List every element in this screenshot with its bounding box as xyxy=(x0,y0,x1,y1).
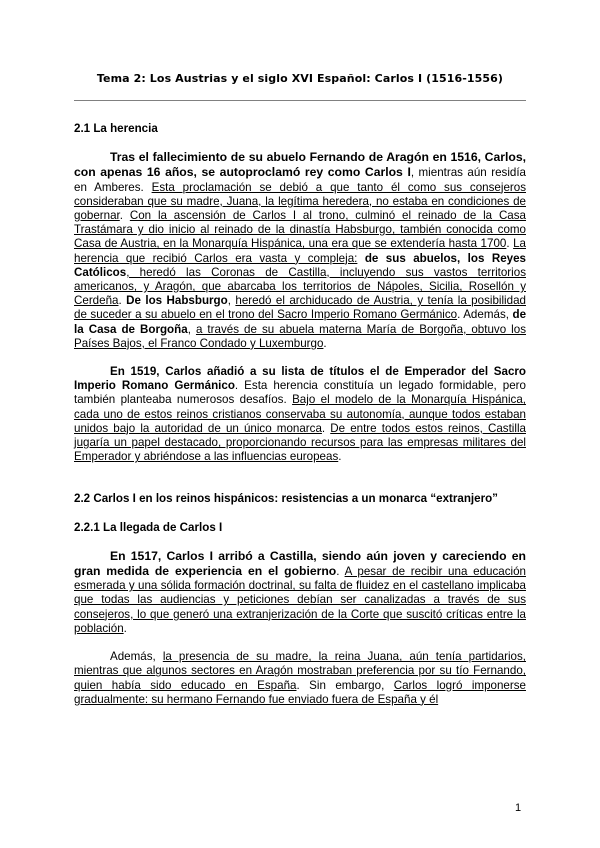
text-run: Además, xyxy=(110,650,163,664)
text-run: . xyxy=(336,565,345,579)
page-number: 1 xyxy=(515,802,522,814)
text-run: . Además, xyxy=(457,308,513,322)
underlined-text: Carlos logró imponerse gradualmente: su hermano Fernando fue enviado fuera de España y él xyxy=(74,678,526,706)
bold-text: Tras el fallecimiento de su abuelo Fernando de Aragón en 1516, Carlos, con apenas 16 años, se autoproclamó rey como Carlos I xyxy=(74,150,526,180)
underlined-text: La herencia que recibió Carlos era vasta y compleja: xyxy=(74,237,526,265)
text-run: . Sin embargo, xyxy=(296,678,394,692)
section-heading-2-2: 2.2 Carlos I en los reinos hispánicos: resistencias a un monarca “extranjero” xyxy=(74,492,498,506)
underlined-text: , heredó las Coronas de Castilla, incluyendo sus vastos territorios americanos, y Aragón, que abarcaba los territorios de Nápoles, Sicilia, Rosellón y Cerdeña xyxy=(74,265,526,308)
bold-text: De los Habsburgo xyxy=(126,294,228,308)
paragraph xyxy=(74,650,526,707)
text-run: , xyxy=(187,322,196,336)
text-run: . xyxy=(321,421,331,435)
underlined-text: a través de su abuela materna María de Borgoña, obtuvo los Países Bajos, el Franco Condado y Luxemburgo xyxy=(74,322,527,350)
paragraph xyxy=(74,150,526,351)
bold-text: En 1517, Carlos I arribó a Castilla, siendo aún joven y careciendo en gran medida de experiencia en el gobierno xyxy=(74,548,526,579)
paragraph xyxy=(74,549,526,636)
underlined-text: Esta proclamación se debió a que tanto él como sus consejeros consideraban que su madre, Juana, la legítima heredera, no estaba en condiciones de gobernar xyxy=(74,180,526,223)
section-heading-2-1: 2.1 La herencia xyxy=(74,122,158,135)
underlined-text: heredó el archiducado de Austria, y tenía la posibilidad de suceder a su abuelo en el trono del Sacro Imperio Romano Germánico xyxy=(74,294,526,322)
text-run: . xyxy=(123,621,127,635)
document-body xyxy=(74,122,526,707)
text-run: . xyxy=(338,450,342,464)
text-run: , mientras aún residía en Amberes. xyxy=(74,166,527,194)
underlined-text: la presencia de su madre, la reina Juana, aún tenía partidarios, mientras que algunos sectores en Aragón mostraban preferencia por su tío Fernando, quien había sido educado en España xyxy=(74,650,526,692)
underlined-text: Con la ascensión de Carlos I al trono, culminó el reinado de la Casa Trastámara y dio inicio al reinado de la dinastía Habsburgo, también conocida como Casa de Austria, en la Monarquía Hispánica, una era que se extendería hasta 1700 xyxy=(74,209,527,251)
bold-text: En 1519, Carlos añadió a su lista de títulos el de Emperador del Sacro Imperio Romano Germánico xyxy=(74,365,526,393)
bold-text: de la Casa de Borgoña xyxy=(74,308,527,336)
paragraph xyxy=(74,365,526,464)
text-run: . xyxy=(119,209,130,223)
text-run: . xyxy=(118,294,127,308)
text-run: . xyxy=(323,336,327,350)
underlined-text: De entre todos estos reinos, Castilla jugaría un papel destacado, proporcionando recursos para las empresas militares del Emperador y abriéndose a las influencias europeas xyxy=(74,421,526,464)
title-divider xyxy=(74,100,526,101)
bold-text: de sus abuelos, los Reyes Católicos xyxy=(74,251,527,279)
text-run: . Esta herencia constituía un legado formidable, pero también planteaba numerosos desafíos. xyxy=(74,379,526,407)
text-run: , xyxy=(227,294,236,308)
underlined-text: Bajo el modelo de la Monarquía Hispánica, cada uno de estos reinos cristianos conservaba su autonomía, aunque todos estaban unidos bajo la autoridad de un único monarca xyxy=(74,393,527,435)
underlined-text: A pesar de recibir una educación esmerada y una sólida formación doctrinal, su falta de fluidez en el castellano implicaba que todas las audiencias y peticiones debían ser canalizadas a través de sus consejeros, lo que generó una extranjerización de la Corte que suscitó críticas entre la población xyxy=(74,565,526,635)
document-title: Tema 2: Los Austrias y el siglo XVI Español: Carlos I (1516-1556) xyxy=(96,72,504,85)
subsection-heading-2-2-1: 2.2.1 La llegada de Carlos I xyxy=(74,520,223,534)
text-run: . xyxy=(506,237,514,251)
